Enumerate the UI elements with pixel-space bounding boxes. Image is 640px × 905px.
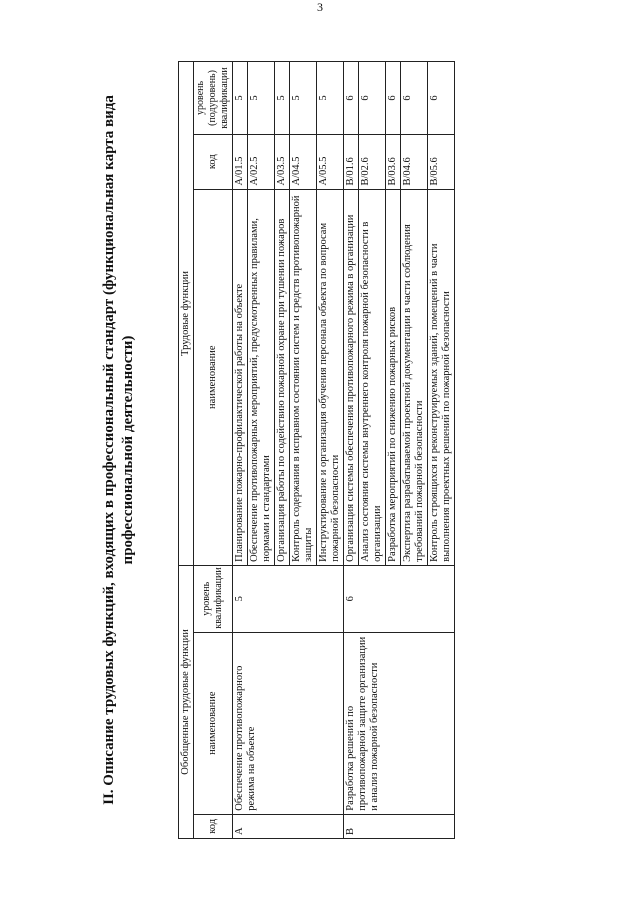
function-code: А/03.5 bbox=[275, 134, 290, 189]
group-code: В bbox=[344, 814, 455, 838]
function-level: 5 bbox=[275, 62, 290, 135]
generalized-functions-header: Обобщенные трудовые функции bbox=[179, 565, 194, 838]
function-level: 6 bbox=[401, 62, 428, 135]
function-level: 6 bbox=[359, 62, 386, 135]
function-name: Инструктирование и организация обучения персонала объекта по вопросам пожарной безопасности bbox=[317, 189, 344, 565]
labor-functions-header: Трудовые функции bbox=[179, 62, 194, 566]
col-function-level-header: уровень (подуровень) квалификации bbox=[194, 62, 233, 135]
function-name: Планирование пожарно-профилактической работы на объекте bbox=[233, 189, 248, 565]
function-code: В/01.6 bbox=[344, 134, 359, 189]
function-level: 6 bbox=[428, 62, 455, 135]
rotated-page-content bbox=[100, 55, 620, 845]
function-level: 5 bbox=[248, 62, 275, 135]
function-code: В/05.6 bbox=[428, 134, 455, 189]
function-name: Организация работы по содействию пожарной охране при тушении пожаров bbox=[275, 189, 290, 565]
function-level: 5 bbox=[233, 62, 248, 135]
function-name: Организация системы обеспечения противопожарного режима в организации bbox=[344, 189, 359, 565]
group-name: Разработка решений по противопожарной защите организации и анализ пожарной безопасности bbox=[344, 632, 455, 814]
col-function-code-header: код bbox=[194, 134, 233, 189]
col-function-name-header: наименование bbox=[194, 189, 233, 565]
group-name: Обеспечение противопожарного режима на объекте bbox=[233, 632, 344, 814]
function-code: В/04.6 bbox=[401, 134, 428, 189]
function-name: Контроль содержания в исправном состоянии систем и средств противопожарной защиты bbox=[290, 189, 317, 565]
function-name: Обеспечение противопожарных мероприятий, предусмотренных правилами, нормами и стандартами bbox=[248, 189, 275, 565]
function-level: 5 bbox=[290, 62, 317, 135]
group-code: А bbox=[233, 814, 344, 838]
heading-line-2: профессиональной деятельности) bbox=[120, 335, 136, 565]
function-code: В/03.6 bbox=[386, 134, 401, 189]
function-code: А/05.5 bbox=[317, 134, 344, 189]
function-name: Экспертиза разрабатываемой проектной документации в части соблюдения требований пожарной безопасности bbox=[401, 189, 428, 565]
page-number: 3 bbox=[317, 0, 323, 14]
function-code: А/04.5 bbox=[290, 134, 317, 189]
function-level: 5 bbox=[317, 62, 344, 135]
table-row bbox=[233, 62, 248, 839]
heading-line-1: II. Описание трудовых функций, входящих в профессиональный стандарт (функциональная карта вида bbox=[101, 95, 117, 805]
group-level: 6 bbox=[344, 565, 455, 632]
function-level: 6 bbox=[386, 62, 401, 135]
col-name-header: наименование bbox=[194, 632, 233, 814]
function-code: А/01.5 bbox=[233, 134, 248, 189]
section-heading bbox=[100, 55, 138, 845]
function-name: Анализ состояния системы внутреннего контроля пожарной безопасности в организации bbox=[359, 189, 386, 565]
function-code: А/02.5 bbox=[248, 134, 275, 189]
col-code-header: код bbox=[194, 814, 233, 838]
function-level: 6 bbox=[344, 62, 359, 135]
function-name: Контроль строящихся и реконструируемых зданий, помещений в части выполнения проектных решений по пожарной безопасности bbox=[428, 189, 455, 565]
function-name: Разработка мероприятий по снижению пожарных рисков bbox=[386, 189, 401, 565]
col-qual-level-header: уровень квалификации bbox=[194, 565, 233, 632]
group-level: 5 bbox=[233, 565, 344, 632]
function-code: В/02.6 bbox=[359, 134, 386, 189]
functional-map-table bbox=[178, 61, 455, 839]
table-row bbox=[344, 62, 359, 839]
